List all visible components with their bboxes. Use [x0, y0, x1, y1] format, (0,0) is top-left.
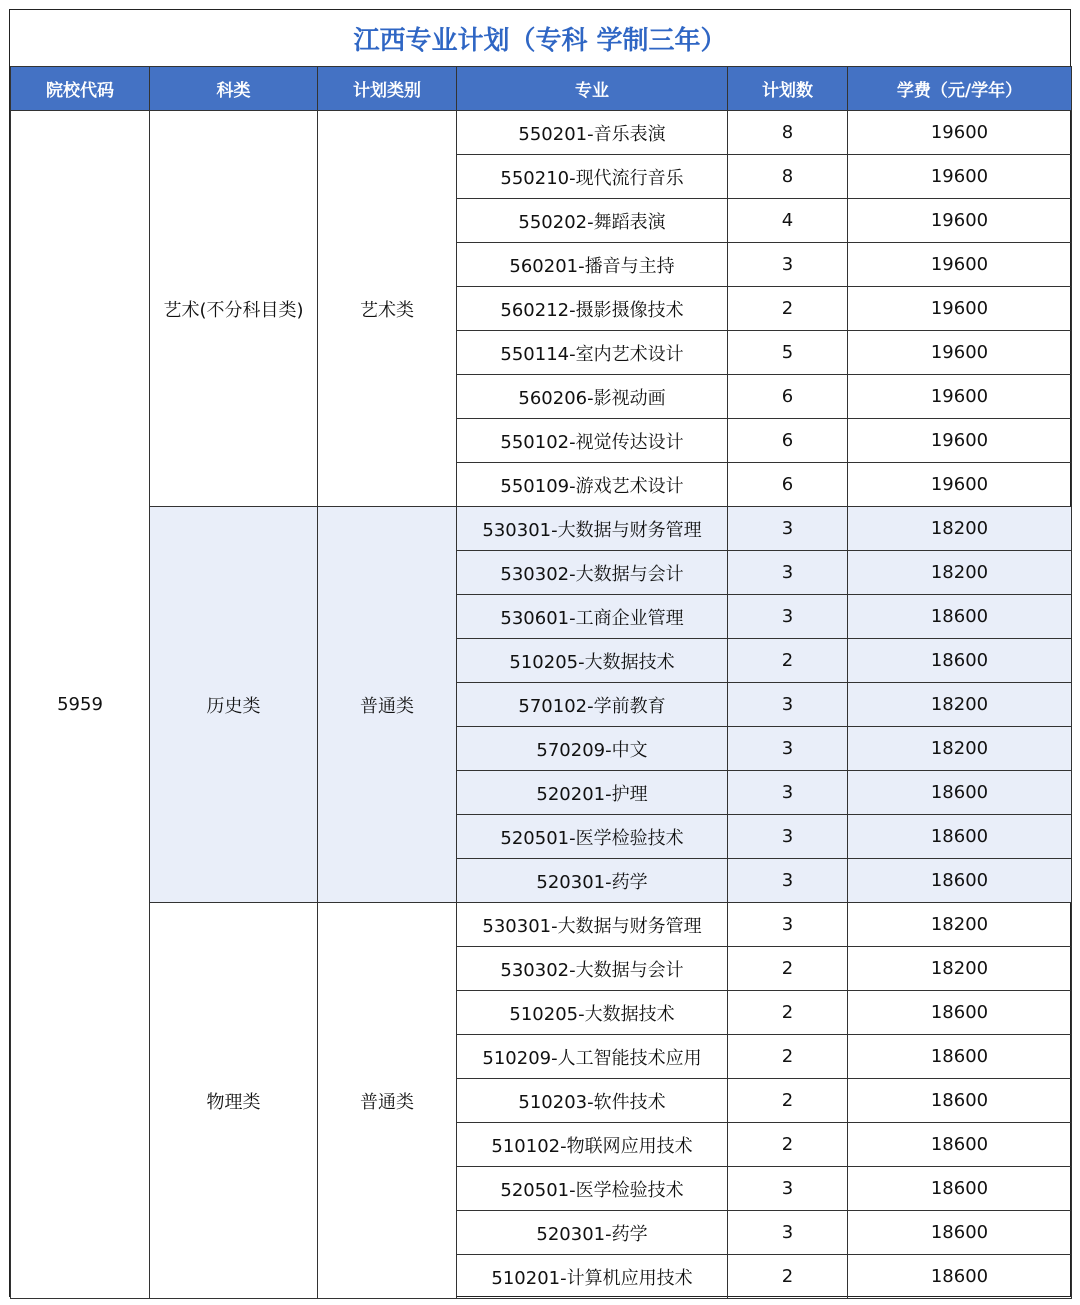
header-category: 科类 [150, 67, 318, 111]
major-cell: 560212-摄影摄像技术 [457, 287, 728, 331]
plan-count-cell: 6 [728, 463, 848, 507]
major-cell: 510102-物联网应用技术 [457, 1123, 728, 1167]
plan-count-cell: 2 [728, 1123, 848, 1167]
major-cell: 570102-学前教育 [457, 683, 728, 727]
tuition-cell: 19600 [848, 463, 1072, 507]
plan-table [10, 66, 1072, 1299]
major-cell: 550109-游戏艺术设计 [457, 463, 728, 507]
tuition-cell: 18200 [848, 551, 1072, 595]
major-cell: 550202-舞蹈表演 [457, 199, 728, 243]
plan-count-cell: 8 [728, 155, 848, 199]
major-cell: 550201-音乐表演 [457, 111, 728, 155]
header-plan-count: 计划数 [728, 67, 848, 111]
major-cell: 530301-大数据与财务管理 [457, 903, 728, 947]
tuition-cell: 18200 [848, 727, 1072, 771]
major-cell: 520301-药学 [457, 859, 728, 903]
plan-count-cell: 5 [728, 331, 848, 375]
plan-count-cell: 3 [728, 1211, 848, 1255]
tuition-cell: 19600 [848, 331, 1072, 375]
major-cell: 530301-大数据与财务管理 [457, 507, 728, 551]
tuition-cell: 19600 [848, 199, 1072, 243]
tuition-cell: 18600 [848, 1035, 1072, 1079]
major-cell: 530302-大数据与会计 [457, 551, 728, 595]
major-cell: 510205-大数据技术 [457, 639, 728, 683]
page-title: 江西专业计划（专科 学制三年） [353, 25, 727, 56]
tuition-cell: 19600 [848, 243, 1072, 287]
header-major: 专业 [457, 67, 728, 111]
plan-count-cell: 3 [728, 243, 848, 287]
plan-count-cell: 2 [728, 991, 848, 1035]
major-cell: 570209-中文 [457, 727, 728, 771]
major-cell: 550210-现代流行音乐 [457, 155, 728, 199]
tuition-cell: 19600 [848, 287, 1072, 331]
tuition-cell: 18200 [848, 947, 1072, 991]
tuition-cell: 18600 [848, 1211, 1072, 1255]
major-cell: 510201-计算机应用技术 [457, 1255, 728, 1299]
tuition-cell: 18600 [848, 639, 1072, 683]
major-cell: 530302-大数据与会计 [457, 947, 728, 991]
tuition-cell: 18600 [848, 991, 1072, 1035]
tuition-cell: 19600 [848, 375, 1072, 419]
tuition-cell: 19600 [848, 419, 1072, 463]
plan-count-cell: 8 [728, 111, 848, 155]
major-cell: 510209-人工智能技术应用 [457, 1035, 728, 1079]
tuition-cell: 18600 [848, 815, 1072, 859]
tuition-cell: 18200 [848, 903, 1072, 947]
major-cell: 560201-播音与主持 [457, 243, 728, 287]
tuition-cell: 18600 [848, 1167, 1072, 1211]
plan-count-cell: 2 [728, 1035, 848, 1079]
table-row [11, 111, 1072, 155]
major-cell: 520201-护理 [457, 771, 728, 815]
tuition-cell: 18600 [848, 859, 1072, 903]
category-cell: 物理类 [150, 903, 318, 1299]
plan-count-cell: 3 [728, 551, 848, 595]
plan-count-cell: 4 [728, 199, 848, 243]
plan-count-cell: 6 [728, 419, 848, 463]
plan-count-cell: 6 [728, 375, 848, 419]
major-cell: 560206-影视动画 [457, 375, 728, 419]
table-row [11, 507, 1072, 551]
plan-count-cell: 3 [728, 815, 848, 859]
plan-count-cell: 3 [728, 507, 848, 551]
major-cell: 550102-视觉传达设计 [457, 419, 728, 463]
header-school-code: 院校代码 [11, 67, 150, 111]
plan-count-cell: 3 [728, 771, 848, 815]
plan-count-cell: 3 [728, 903, 848, 947]
header-plan-type: 计划类别 [318, 67, 457, 111]
plan-count-cell: 2 [728, 1255, 848, 1299]
tuition-cell: 18200 [848, 683, 1072, 727]
tuition-cell: 18600 [848, 1255, 1072, 1299]
plan-count-cell: 3 [728, 595, 848, 639]
tuition-cell: 18600 [848, 595, 1072, 639]
category-cell: 历史类 [150, 507, 318, 903]
tuition-cell: 18600 [848, 771, 1072, 815]
major-cell: 550114-室内艺术设计 [457, 331, 728, 375]
header-tuition: 学费（元/学年） [848, 67, 1072, 111]
plan-count-cell: 2 [728, 287, 848, 331]
header-row [11, 67, 1072, 111]
plan-count-cell: 3 [728, 1167, 848, 1211]
plan-count-cell: 2 [728, 639, 848, 683]
tuition-cell: 19600 [848, 155, 1072, 199]
plan-table-body [11, 111, 1072, 1299]
major-cell: 530601-工商企业管理 [457, 595, 728, 639]
plan-type-cell: 普通类 [318, 903, 457, 1299]
table-row [11, 903, 1072, 947]
plan-sheet [9, 9, 1071, 1297]
plan-count-cell: 2 [728, 947, 848, 991]
school-code-cell: 5959 [11, 111, 150, 1299]
tuition-cell: 18600 [848, 1123, 1072, 1167]
plan-count-cell: 2 [728, 1079, 848, 1123]
tuition-cell: 19600 [848, 111, 1072, 155]
plan-count-cell: 3 [728, 727, 848, 771]
major-cell: 520301-药学 [457, 1211, 728, 1255]
category-cell: 艺术(不分科目类) [150, 111, 318, 507]
plan-type-cell: 普通类 [318, 507, 457, 903]
major-cell: 520501-医学检验技术 [457, 1167, 728, 1211]
major-cell: 510205-大数据技术 [457, 991, 728, 1035]
tuition-cell: 18600 [848, 1079, 1072, 1123]
major-cell: 520501-医学检验技术 [457, 815, 728, 859]
plan-count-cell: 3 [728, 683, 848, 727]
plan-type-cell: 艺术类 [318, 111, 457, 507]
tuition-cell: 18200 [848, 507, 1072, 551]
plan-count-cell: 3 [728, 859, 848, 903]
major-cell: 510203-软件技术 [457, 1079, 728, 1123]
